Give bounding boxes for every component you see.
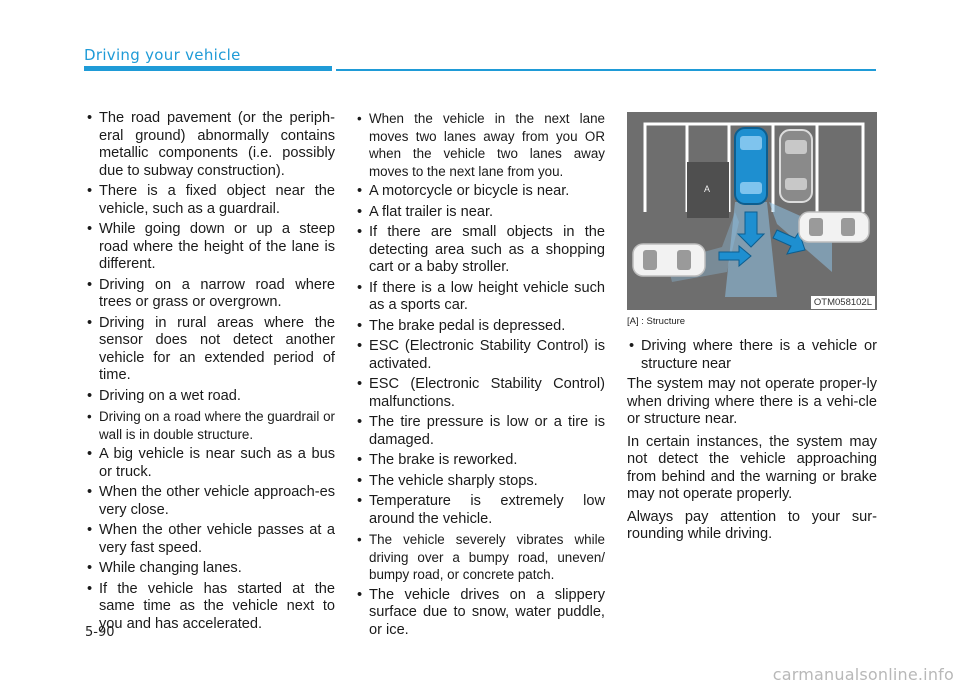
list-item: • When the other vehicle passes at a very fast speed.: [85, 522, 335, 557]
figure-code: OTM058102L: [811, 296, 875, 309]
list-item: • The road pavement (or the periph-eral ground) abnormally contains metallic components (i.e. possibly due to subway construction).: [85, 110, 335, 180]
approaching-car-icon: [799, 212, 869, 242]
column-right: [627, 338, 877, 549]
watermark-text[interactable]: carmanualsonline.info: [772, 665, 954, 684]
list-item: • Driving on a narrow road where trees or grass or overgrown.: [85, 277, 335, 312]
parking-scenario-figure: [627, 112, 877, 310]
list-item: • The tire pressure is low or a tire is damaged.: [355, 414, 605, 449]
list-item: • If there is a low height vehicle such as a sports car.: [355, 280, 605, 315]
list-item: • The vehicle severely vibrates while driving over a bumpy road, uneven/ bumpy road, or concrete patch.: [355, 531, 605, 584]
list-item: • The vehicle drives on a slippery surface due to snow, water puddle, or ice.: [355, 587, 605, 640]
figure-caption: [A] : Structure: [627, 316, 686, 327]
paragraph: Always pay attention to your sur-rounding while driving.: [627, 508, 877, 542]
condition-list-left: [85, 110, 335, 633]
condition-list-middle: [355, 110, 605, 639]
list-item: • ESC (Electronic Stability Control) malfunctions.: [355, 376, 605, 411]
list-item: • While going down or up a steep road where the height of the lane is different.: [85, 221, 335, 274]
list-item: • Driving in rural areas where the sensor does not detect another vehicle for an extended period of time.: [85, 315, 335, 385]
list-item: • A motorcycle or bicycle is near.: [355, 183, 605, 201]
header-rule-thin: [336, 69, 876, 71]
list-item: • When the other vehicle approach-es very close.: [85, 484, 335, 519]
column-left: [85, 110, 335, 636]
list-item: • Driving on a road where the guardrail or wall is in double structure.: [85, 408, 335, 443]
list-item: • A flat trailer is near.: [355, 204, 605, 222]
header-rule-thick: [84, 66, 332, 71]
list-item: • When the vehicle in the next lane moves two lanes away from you OR when the vehicle two lanes away moves to the next lane from you.: [355, 110, 605, 180]
list-item: • Driving on a wet road.: [85, 388, 335, 406]
list-item: • Driving where there is a vehicle or structure near: [627, 338, 877, 373]
host-car-icon: [735, 128, 767, 204]
list-item: • The brake pedal is depressed.: [355, 318, 605, 336]
approaching-car-icon: [633, 244, 705, 276]
list-item: • If the vehicle has started at the same time as the vehicle next to you and has accelerated.: [85, 581, 335, 634]
list-item: • The brake is reworked.: [355, 452, 605, 470]
parked-car-icon: [780, 130, 812, 202]
section-title: Driving your vehicle: [84, 46, 241, 64]
parking-scenario-illustration: [627, 112, 877, 310]
list-item: • Temperature is extremely low around the vehicle.: [355, 493, 605, 528]
condition-list-right: [627, 338, 877, 373]
column-middle: [355, 110, 605, 642]
page-number: 5-90: [85, 625, 115, 640]
structure-label: A: [704, 184, 711, 194]
list-item: • There is a fixed object near the vehicle, such as a guardrail.: [85, 183, 335, 218]
list-item: • While changing lanes.: [85, 560, 335, 578]
list-item: • A big vehicle is near such as a bus or truck.: [85, 446, 335, 481]
list-item: • The vehicle sharply stops.: [355, 473, 605, 491]
paragraph: The system may not operate proper-ly when driving where there is a vehi-cle or structure near.: [627, 376, 877, 427]
list-item: • ESC (Electronic Stability Control) is activated.: [355, 338, 605, 373]
paragraph: In certain instances, the system may not detect the vehicle approaching from behind and the warning or brake may not operate properly.: [627, 433, 877, 502]
list-item: • If there are small objects in the detecting area such as a shopping cart or a baby stroller.: [355, 224, 605, 277]
